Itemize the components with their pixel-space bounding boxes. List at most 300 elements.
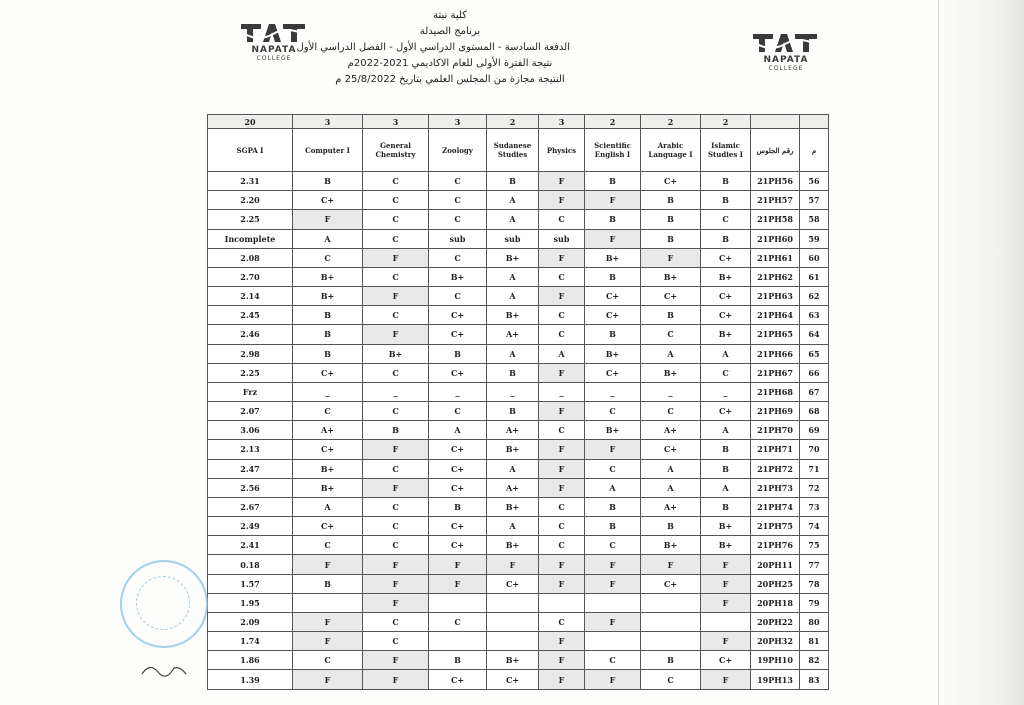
grade-cell: F [641, 248, 701, 267]
logo-subword: COLLEGE [768, 65, 804, 72]
table-row [208, 612, 829, 631]
sgpa-cell: 1.95 [208, 593, 293, 612]
seat-number-cell: 21PH69 [751, 402, 800, 421]
grade-cell: B [585, 325, 641, 344]
logo-subword: COLLEGE [256, 55, 292, 62]
grade-cell: A+ [641, 421, 701, 440]
grade-cell: C [585, 651, 641, 670]
grade-cell: F [539, 574, 585, 593]
serial-number-cell: 62 [800, 287, 829, 306]
grade-cell: B [701, 191, 751, 210]
grade-cell: F [363, 287, 429, 306]
seat-number-cell: 21PH70 [751, 421, 800, 440]
seat-number-cell: 19PH13 [751, 670, 800, 690]
serial-number-cell: 57 [800, 191, 829, 210]
grade-cell: C [429, 612, 487, 631]
college-name: كلية نبتة [433, 10, 467, 21]
grade-cell: B [487, 172, 539, 191]
column-header: رقم الجلوس [751, 129, 800, 172]
grade-cell: B [585, 172, 641, 191]
grade-cell: C [429, 287, 487, 306]
sgpa-cell: 2.67 [208, 497, 293, 516]
napata-logo-icon [751, 30, 821, 56]
sgpa-cell: 1.39 [208, 670, 293, 690]
credit-hours-cell [751, 115, 800, 129]
table-row [208, 287, 829, 306]
serial-number-cell: 59 [800, 229, 829, 248]
credit-hours-cell: 3 [363, 115, 429, 129]
grade-cell: F [701, 670, 751, 690]
grade-cell: C [293, 248, 363, 267]
sgpa-cell: 2.14 [208, 287, 293, 306]
sgpa-cell: 2.09 [208, 612, 293, 631]
grade-cell: C [585, 402, 641, 421]
grade-cell: C [641, 325, 701, 344]
grade-cell: B [641, 651, 701, 670]
grade-cell: F [363, 478, 429, 497]
table-row [208, 421, 829, 440]
seat-number-cell: 21PH74 [751, 497, 800, 516]
grade-cell: A+ [487, 478, 539, 497]
grade-cell: B [363, 421, 429, 440]
grade-cell: B+ [487, 651, 539, 670]
grade-cell: B [701, 229, 751, 248]
grade-cell: C [701, 363, 751, 382]
sgpa-cell: 2.45 [208, 306, 293, 325]
seat-number-cell: 21PH71 [751, 440, 800, 459]
logo-word: NAPATA [763, 55, 809, 65]
college-logo-right [740, 30, 832, 72]
grade-cell: F [539, 172, 585, 191]
grade-cell: B+ [585, 344, 641, 363]
sgpa-cell: 1.74 [208, 632, 293, 651]
grade-cell: C+ [641, 287, 701, 306]
grade-cell: F [363, 651, 429, 670]
sgpa-cell: Incomplete [208, 229, 293, 248]
credit-hours-cell: 2 [585, 115, 641, 129]
grade-cell: F [363, 593, 429, 612]
seat-number-cell: 21PH58 [751, 210, 800, 229]
grade-cell: F [585, 440, 641, 459]
sgpa-cell: 2.46 [208, 325, 293, 344]
grade-cell: C+ [641, 172, 701, 191]
grade-cell: C [539, 267, 585, 286]
grade-cell: A+ [293, 421, 363, 440]
column-header: م [800, 129, 829, 172]
sgpa-cell: 2.25 [208, 363, 293, 382]
grade-cell: C [585, 459, 641, 478]
grade-cell: B [641, 517, 701, 536]
grade-cell: B [293, 325, 363, 344]
table-row [208, 555, 829, 574]
grade-cell [429, 632, 487, 651]
grade-cell: C [293, 402, 363, 421]
table-row [208, 574, 829, 593]
serial-number-cell: 81 [800, 632, 829, 651]
grade-cell: C [363, 267, 429, 286]
seat-number-cell: 21PH64 [751, 306, 800, 325]
grade-cell: B+ [293, 287, 363, 306]
grade-cell: C+ [429, 478, 487, 497]
seat-number-cell: 20PH22 [751, 612, 800, 631]
grade-cell: B+ [585, 248, 641, 267]
grade-cell: B+ [487, 497, 539, 516]
serial-number-cell: 66 [800, 363, 829, 382]
grade-cell: F [363, 670, 429, 690]
credit-hours-cell: 2 [641, 115, 701, 129]
grade-cell: C [641, 670, 701, 690]
grade-cell: C [293, 651, 363, 670]
sgpa-cell: 1.86 [208, 651, 293, 670]
table-row [208, 670, 829, 690]
grade-cell: A [701, 478, 751, 497]
grade-cell: C [585, 536, 641, 555]
seat-number-cell: 21PH63 [751, 287, 800, 306]
table-row [208, 306, 829, 325]
table-row [208, 593, 829, 612]
serial-number-cell: 75 [800, 536, 829, 555]
grade-cell: F [701, 574, 751, 593]
grade-cell: C+ [701, 402, 751, 421]
serial-number-cell: 71 [800, 459, 829, 478]
grade-cell: _ [429, 382, 487, 401]
program-name: برنامج الصيدلة [419, 26, 481, 37]
credit-hours-row [208, 115, 829, 129]
grade-cell: C [363, 210, 429, 229]
column-header: Arabic Language I [641, 129, 701, 172]
grade-cell: F [585, 612, 641, 631]
sgpa-cell: 2.25 [208, 210, 293, 229]
grade-cell: F [585, 670, 641, 690]
table-row [208, 632, 829, 651]
grade-cell: C [363, 402, 429, 421]
grade-cell: sub [429, 229, 487, 248]
grade-cell: B [701, 459, 751, 478]
grade-cell: C+ [293, 191, 363, 210]
serial-number-cell: 78 [800, 574, 829, 593]
grade-cell: B [585, 210, 641, 229]
grade-cell: F [363, 440, 429, 459]
grade-cell: A [641, 344, 701, 363]
grade-cell: B [701, 497, 751, 516]
grade-cell: C [539, 306, 585, 325]
serial-number-cell: 63 [800, 306, 829, 325]
grade-cell: F [539, 478, 585, 497]
grade-cell: sub [539, 229, 585, 248]
grade-cell: A+ [641, 497, 701, 516]
serial-number-cell: 70 [800, 440, 829, 459]
grade-cell: B+ [293, 478, 363, 497]
grade-cell: C [641, 402, 701, 421]
grade-cell: F [585, 191, 641, 210]
grade-cell: B [701, 172, 751, 191]
grade-cell: B [641, 229, 701, 248]
sgpa-cell: 2.98 [208, 344, 293, 363]
grade-cell: B [641, 191, 701, 210]
grade-cell: F [363, 574, 429, 593]
grade-cell: A [429, 421, 487, 440]
seat-number-cell: 20PH11 [751, 555, 800, 574]
grade-cell: F [701, 593, 751, 612]
grade-cell: A [487, 287, 539, 306]
sgpa-cell: 2.07 [208, 402, 293, 421]
seat-number-cell: 20PH25 [751, 574, 800, 593]
sgpa-cell: 2.31 [208, 172, 293, 191]
grade-cell: C+ [429, 670, 487, 690]
grade-cell: F [539, 670, 585, 690]
grade-cell: A [539, 344, 585, 363]
grade-cell: A [487, 459, 539, 478]
grade-cell: F [701, 555, 751, 574]
grade-cell: B+ [487, 440, 539, 459]
grade-cell: B [585, 497, 641, 516]
college-stamp [120, 560, 208, 648]
grade-cell: C [701, 210, 751, 229]
grade-cell: A [701, 344, 751, 363]
grade-cell: _ [585, 382, 641, 401]
serial-number-cell: 83 [800, 670, 829, 690]
grade-cell: C [539, 536, 585, 555]
sgpa-cell: 3.06 [208, 421, 293, 440]
grade-cell: C+ [429, 363, 487, 382]
table-row [208, 382, 829, 401]
seat-number-cell: 21PH68 [751, 382, 800, 401]
serial-number-cell: 73 [800, 497, 829, 516]
grade-cell: F [293, 612, 363, 631]
seat-number-cell: 21PH65 [751, 325, 800, 344]
grade-cell [487, 612, 539, 631]
page-edge-shadow [934, 0, 1024, 705]
results-body [208, 172, 829, 690]
grade-cell: A [641, 478, 701, 497]
grade-cell: F [585, 574, 641, 593]
grade-cell: C+ [701, 248, 751, 267]
grade-cell: _ [363, 382, 429, 401]
serial-number-cell: 74 [800, 517, 829, 536]
grade-cell: F [585, 555, 641, 574]
sgpa-cell: 2.70 [208, 267, 293, 286]
grade-cell [487, 632, 539, 651]
grade-cell: C [293, 536, 363, 555]
grade-cell: B [585, 267, 641, 286]
column-header: Scientific English I [585, 129, 641, 172]
grade-cell: F [429, 574, 487, 593]
grade-cell: C [429, 402, 487, 421]
table-row [208, 402, 829, 421]
grade-cell: F [641, 555, 701, 574]
grade-cell: F [363, 325, 429, 344]
grade-cell [641, 632, 701, 651]
grade-cell [701, 612, 751, 631]
grade-cell: F [539, 363, 585, 382]
column-header: Physics [539, 129, 585, 172]
column-header: Islamic Studies I [701, 129, 751, 172]
seat-number-cell: 21PH62 [751, 267, 800, 286]
grade-cell: C+ [293, 440, 363, 459]
grade-cell: C+ [701, 287, 751, 306]
grade-cell: F [539, 632, 585, 651]
grade-cell [539, 593, 585, 612]
grade-cell: B+ [641, 363, 701, 382]
grade-cell [585, 632, 641, 651]
seat-number-cell: 21PH73 [751, 478, 800, 497]
grade-cell: C [539, 210, 585, 229]
table-row [208, 191, 829, 210]
sgpa-cell: Frz [208, 382, 293, 401]
grade-cell: C [539, 517, 585, 536]
serial-number-cell: 72 [800, 478, 829, 497]
grade-cell: B [487, 402, 539, 421]
grade-cell: A+ [487, 325, 539, 344]
grade-cell: F [539, 287, 585, 306]
seat-number-cell: 20PH18 [751, 593, 800, 612]
table-row [208, 440, 829, 459]
grade-cell: A [293, 497, 363, 516]
serial-number-cell: 68 [800, 402, 829, 421]
stamp-inner-ring [136, 576, 190, 630]
grade-cell: C+ [293, 517, 363, 536]
sgpa-cell: 0.18 [208, 555, 293, 574]
grade-cell: B+ [701, 267, 751, 286]
serial-number-cell: 69 [800, 421, 829, 440]
serial-number-cell: 60 [800, 248, 829, 267]
grade-cell: C [539, 421, 585, 440]
grade-cell: _ [641, 382, 701, 401]
grade-cell: B [701, 440, 751, 459]
grade-cell: C [429, 248, 487, 267]
document-header [296, 8, 570, 88]
grade-cell: F [487, 555, 539, 574]
sgpa-cell: 2.13 [208, 440, 293, 459]
batch-info: الدفعة السادسة - المستوى الدراسي الأول - الفصل الدراسي الأول [296, 42, 570, 53]
grade-cell: _ [701, 382, 751, 401]
credit-hours-cell: 3 [429, 115, 487, 129]
approval-note: النتيجة مجازة من المجلس العلمي بتاريخ 25/8/2022 م [335, 74, 565, 85]
grade-cell: C+ [641, 574, 701, 593]
grade-cell: F [293, 555, 363, 574]
seat-number-cell: 20PH32 [751, 632, 800, 651]
credit-hours-cell: 20 [208, 115, 293, 129]
grade-cell: C [539, 612, 585, 631]
column-header: SGPA I [208, 129, 293, 172]
grade-cell: B+ [293, 267, 363, 286]
result-title: نتيجة الفترة الأولى للعام الاكاديمي 2021-2022م [347, 58, 553, 69]
grade-cell: F [363, 248, 429, 267]
grade-cell: C [363, 632, 429, 651]
grade-cell: C+ [429, 325, 487, 344]
sgpa-cell: 1.57 [208, 574, 293, 593]
table-row [208, 210, 829, 229]
grade-cell: F [539, 459, 585, 478]
grade-cell: B+ [641, 536, 701, 555]
signature-mark [140, 660, 190, 680]
grade-cell: C [363, 536, 429, 555]
grade-cell: B+ [429, 267, 487, 286]
grade-cell: F [363, 555, 429, 574]
grade-cell: B+ [641, 267, 701, 286]
grade-cell: C [363, 306, 429, 325]
grade-cell: C+ [585, 306, 641, 325]
column-header: Sudanese Studies [487, 129, 539, 172]
grade-cell: F [539, 651, 585, 670]
table-row [208, 497, 829, 516]
grade-cell: B [641, 210, 701, 229]
grade-cell: A [701, 421, 751, 440]
grade-cell: F [585, 229, 641, 248]
table-row [208, 248, 829, 267]
grade-cell: C [363, 517, 429, 536]
table-row [208, 172, 829, 191]
serial-number-cell: 80 [800, 612, 829, 631]
table-row [208, 344, 829, 363]
grade-cell: C [363, 229, 429, 248]
sgpa-cell: 2.08 [208, 248, 293, 267]
grade-cell: C [539, 497, 585, 516]
grade-cell: sub [487, 229, 539, 248]
grade-cell: C [363, 191, 429, 210]
credit-hours-cell: 3 [539, 115, 585, 129]
seat-number-cell: 21PH61 [751, 248, 800, 267]
grade-cell: C+ [585, 363, 641, 382]
grade-cell: A [641, 459, 701, 478]
grade-cell: B+ [487, 248, 539, 267]
table-row [208, 325, 829, 344]
grade-cell: C+ [429, 440, 487, 459]
grade-cell: C+ [429, 536, 487, 555]
grade-cell: F [293, 632, 363, 651]
seat-number-cell: 21PH66 [751, 344, 800, 363]
sgpa-cell: 2.20 [208, 191, 293, 210]
grade-cell: A [487, 517, 539, 536]
credit-hours-cell [800, 115, 829, 129]
seat-number-cell: 21PH60 [751, 229, 800, 248]
grade-cell: C [429, 172, 487, 191]
grade-cell: A [487, 191, 539, 210]
grade-cell: C [363, 172, 429, 191]
grade-cell [585, 593, 641, 612]
sgpa-cell: 2.47 [208, 459, 293, 478]
grade-cell: F [539, 248, 585, 267]
serial-number-cell: 58 [800, 210, 829, 229]
table-row [208, 478, 829, 497]
grade-cell [293, 593, 363, 612]
grade-cell: B [293, 344, 363, 363]
credit-hours-cell: 2 [701, 115, 751, 129]
seat-number-cell: 21PH72 [751, 459, 800, 478]
grade-cell: C+ [701, 651, 751, 670]
grade-cell: C+ [487, 574, 539, 593]
grade-cell: B+ [293, 459, 363, 478]
grade-cell: C+ [487, 670, 539, 690]
grade-cell: _ [487, 382, 539, 401]
subject-header-row [208, 129, 829, 172]
column-header: Zoology [429, 129, 487, 172]
seat-number-cell: 21PH67 [751, 363, 800, 382]
grade-cell: C [363, 363, 429, 382]
grade-cell: C+ [429, 517, 487, 536]
grade-cell: B+ [585, 421, 641, 440]
column-header: Computer I [293, 129, 363, 172]
table-row [208, 536, 829, 555]
page-edge-line [938, 0, 939, 705]
seat-number-cell: 21PH76 [751, 536, 800, 555]
grade-cell: _ [293, 382, 363, 401]
grade-cell: B [429, 497, 487, 516]
grade-cell: C [539, 325, 585, 344]
grade-cell: A [585, 478, 641, 497]
sgpa-cell: 2.56 [208, 478, 293, 497]
grade-cell: B [429, 651, 487, 670]
